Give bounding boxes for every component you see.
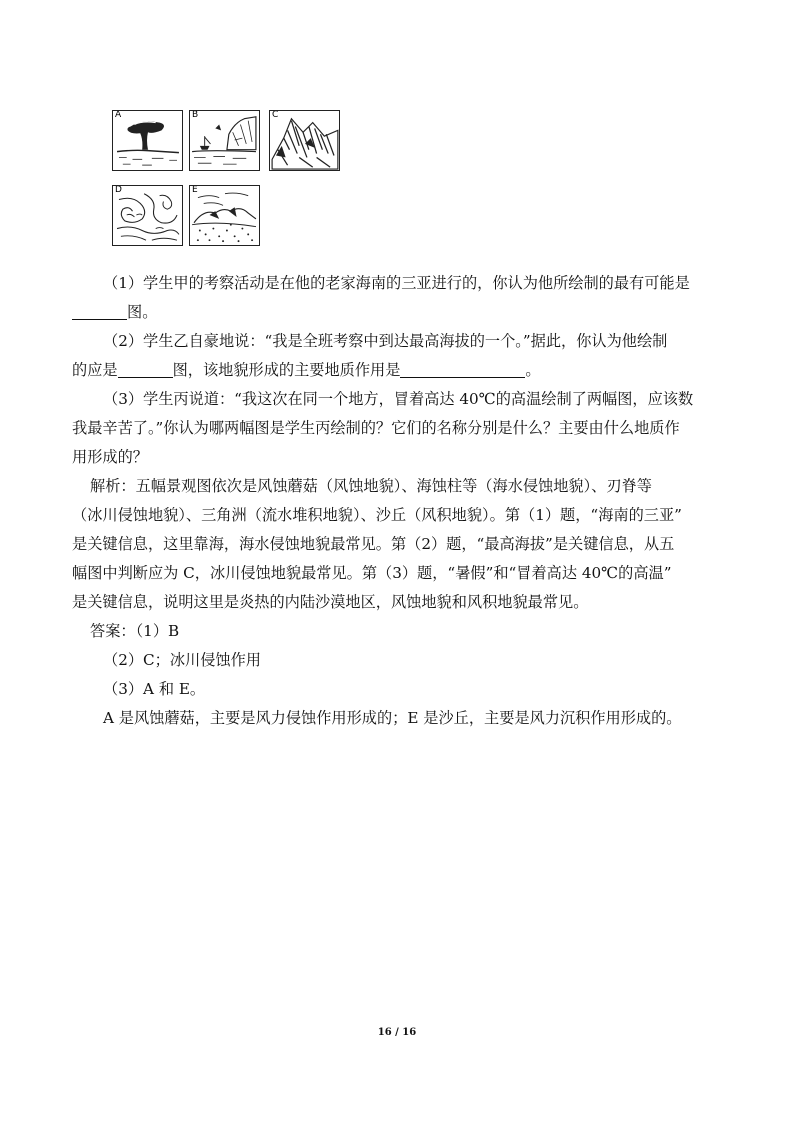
answer-blank-3 [400,359,525,378]
question-3-line-2: 我最辛苦了。”你认为哪两幅图是学生丙绘制的？它们的名称分别是什么？主要由什么地质作 [72,419,680,437]
question-1-suffix: 图。 [127,303,158,321]
analysis-line-2: （冰川侵蚀地貌）、三角洲（流水堆积地貌）、沙丘（风积地貌）。第（1）题，“海南的三亚” [72,506,682,524]
question-3-line-1: （3）学生丙说道：“我这次在同一个地方，冒着高达 40℃的高温绘制了两幅图，应该数 [103,390,694,408]
question-2-prefix: 的应是 [72,361,118,379]
figure-a [112,110,183,171]
question-text [72,269,724,733]
mushroom-rock-icon [113,111,182,170]
answer-line-2: （2）C；冰川侵蚀作用 [103,651,261,669]
analysis-line-3: 是关键信息，这里靠海，海水侵蚀地貌最常见。第（2）题，“最高海拔”是关键信息，从五 [72,535,675,553]
answer-line-1: 答案：（1）B [90,622,180,640]
answer-line-3: （3）A 和 E。 [103,680,206,698]
figure-e-label: E [192,185,198,195]
figure-d [112,185,183,246]
question-3-line-3: 用形成的？ [72,448,148,466]
answer-blank-1 [72,301,127,320]
analysis-line-4: 幅图中判断应为 C，冰川侵蚀地貌最常见。第（3）题，“暑假”和“冒着高达 40℃的高温” [72,564,672,582]
answer-blank-2 [118,359,173,378]
answer-line-4: A 是风蚀蘑菇，主要是风力侵蚀作用形成的；E 是沙丘，主要是风力沉积作用形成的。 [103,709,682,727]
landform-figures [0,0,794,260]
sea-stack-icon [190,111,259,170]
page-number: 16 / 16 [377,1027,417,1038]
glacial-peak-icon [270,111,339,170]
analysis-line-1: 解析：五幅景观图依次是风蚀蘑菇（风蚀地貌）、海蚀柱等（海水侵蚀地貌）、刃脊等 [90,477,652,495]
figure-c-label: C [272,110,279,120]
question-2-line-1: （2）学生乙自豪地说：“我是全班考察中到达最高海拔的一个。”据此，你认为他绘制 [103,332,668,350]
analysis-line-5: 是关键信息，说明这里是炎热的内陆沙漠地区，风蚀地貌和风积地貌最常见。 [72,593,589,611]
sand-dune-icon [190,186,259,245]
figure-c [269,110,340,171]
figure-b-label: B [192,110,199,120]
question-2-middle: 图，该地貌形成的主要地质作用是 [172,361,401,379]
delta-icon [113,186,182,245]
question-1-line-1: （1）学生甲的考察活动是在他的老家海南的三亚进行的，你认为他所绘制的最有可能是 [103,274,690,292]
figure-e [189,185,260,246]
figure-a-label: A [115,110,122,120]
figure-d-label: D [115,185,122,195]
question-2-line-2 [72,356,724,385]
figure-b [189,110,260,171]
question-1-line-2 [72,298,724,327]
question-2-suffix: 。 [525,361,541,379]
